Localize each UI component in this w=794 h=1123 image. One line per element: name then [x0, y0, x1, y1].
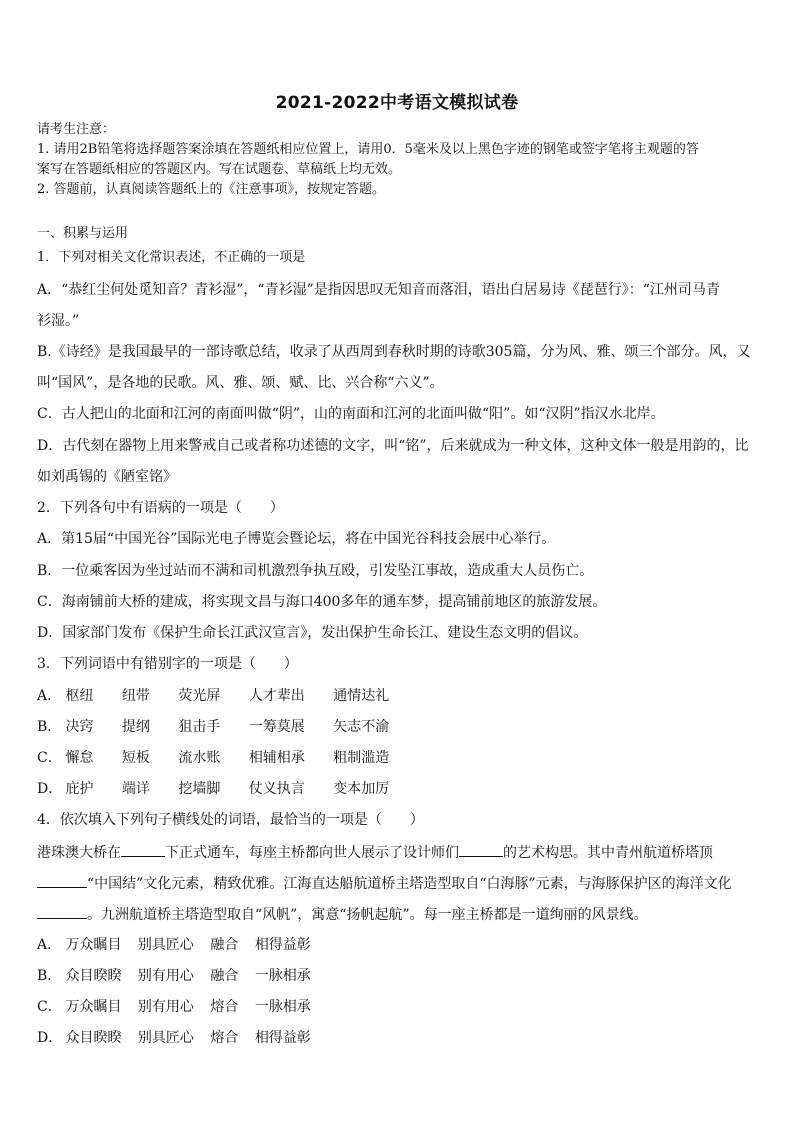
option-word: 别具匠心 [137, 1030, 194, 1046]
option-word: 众目睽睽 [65, 968, 122, 984]
option-word: 流水账 [178, 750, 221, 766]
option-word: 决窍 [65, 719, 94, 735]
notice-line: 案写在答题纸相应的答题区内。写在试题卷、草稿纸上均无效。 [37, 162, 402, 177]
option-word: 荧光屏 [178, 688, 221, 704]
passage-line [37, 842, 762, 863]
section-heading: 一、积累与运用 [37, 226, 129, 241]
option-word: 一脉相承 [254, 968, 311, 984]
option-word: 相辅相承 [248, 750, 305, 766]
option-label: A． [37, 937, 62, 953]
option-text: C．古人把山的北面和江河的南面叫做“阴”，山的南面和江河的北面叫做“阳”。如“汉阴”指汉水北岸。 [37, 406, 665, 422]
option-row [37, 997, 323, 1017]
option-row [37, 748, 413, 768]
option-text: 如刘禹锡的《陋室铭》 [37, 469, 177, 485]
option-word: 万众瞩目 [65, 937, 122, 953]
passage-text: 的艺术构思。其中青州航道桥塔顶 [503, 845, 713, 861]
option-word: 熔合 [210, 1030, 239, 1046]
option-row [37, 686, 413, 706]
question-stem: 3．下列词语中有错别字的一项是（ ） [37, 656, 298, 672]
notice-line: 2. 答题前，认真阅读答题纸上的《注意事项》，按规定答题。 [37, 182, 386, 197]
option-word: 变本加厉 [333, 781, 390, 797]
option-word: 挖墙脚 [178, 781, 221, 797]
option-word: 纽带 [121, 688, 150, 704]
notice-line: 1. 请用2B铅笔将选择题答案涂填在答题纸相应位置上，请用0．5毫米及以上黑色字迹的钢笔或签字笔将主观题的答 [37, 142, 699, 157]
option-row [37, 717, 413, 737]
option-word: 人才辈出 [248, 688, 305, 704]
option-text: B．一位乘客因为坐过站而不满和司机激烈争执互殴，引发坠江事故，造成重大人员伤亡。 [37, 563, 594, 579]
option-word: 通情达礼 [333, 688, 390, 704]
option-word: 融合 [210, 937, 239, 953]
option-word: 别具匠心 [137, 937, 194, 953]
option-word: 融合 [210, 968, 239, 984]
option-word: 别有用心 [137, 999, 194, 1015]
option-word: 仗义执言 [248, 781, 305, 797]
option-label: B． [37, 968, 62, 984]
passage-text: “中国结”文化元素，精致优雅。江海直达船航道桥主塔造型取自“白海豚”元素，与海豚保护区的海洋文化 [87, 876, 732, 892]
option-word: 短板 [121, 750, 150, 766]
option-word: 狙击手 [178, 719, 221, 735]
question-stem: 1．下列对相关文化常识表述，不正确的一项是 [37, 250, 306, 265]
passage-text: 港珠澳大桥在 [37, 845, 121, 861]
option-row [37, 1028, 323, 1048]
option-label: D． [37, 1030, 63, 1046]
option-word: 一筹莫展 [248, 719, 305, 735]
option-word: 相得益彰 [254, 937, 311, 953]
option-word: 众目睽睽 [65, 1030, 122, 1046]
option-label: A． [37, 688, 62, 704]
option-word: 枢纽 [65, 688, 94, 704]
option-text: 叫“国风”，是各地的民歌。风、雅、颂、赋、比、兴合称“六义”。 [37, 375, 444, 391]
passage-line [37, 904, 762, 925]
passage-text: 。九洲航道桥主塔造型取自“风帆”，寓意“扬帆起航”。每一座主桥都是一道绚丽的风景线。 [87, 907, 648, 923]
fill-blank [37, 873, 87, 888]
option-text: B.《诗经》是我国最早的一部诗歌总结，收录了从西周到春秋时期的诗歌305篇，分为风、雅、颂三个部分。风，又 [37, 344, 751, 360]
option-word: 庇护 [65, 781, 94, 797]
option-label: D． [37, 781, 63, 797]
option-word: 熔合 [210, 999, 239, 1015]
option-label: B． [37, 719, 62, 735]
option-word: 相得益彰 [254, 1030, 311, 1046]
option-text: D．古代刻在器物上用来警戒自己或者称功述德的文字，叫“铭”，后来就成为一种文体，这种文体一般是用韵的，比 [37, 438, 749, 454]
option-word: 矢志不渝 [333, 719, 390, 735]
option-row [37, 966, 323, 986]
option-text: A．“恭红尘何处觅知音？青衫湿”，“青衫湿”是指因思叹无知音而落泪，语出白居易诗《琵琶行》：“江州司马青 [37, 282, 720, 298]
passage-line [37, 873, 762, 894]
option-word: 别有用心 [137, 968, 194, 984]
option-word: 提纲 [121, 719, 150, 735]
page-title: 2021-2022中考语文模拟试卷 [275, 93, 519, 113]
question-stem: 2．下列各句中有语病的一项是（ ） [37, 500, 284, 516]
option-label: C． [37, 999, 62, 1015]
option-row [37, 935, 323, 955]
option-word: 一脉相承 [254, 999, 311, 1015]
option-word: 万众瞩目 [65, 999, 122, 1015]
option-word: 懈怠 [65, 750, 94, 766]
option-text: D．国家部门发布《保护生命长江武汉宣言》，发出保护生命长江、建设生态文明的倡议。 [37, 625, 588, 641]
question-stem: 4．依次填入下列句子横线处的词语，最恰当的一项是（ ） [37, 812, 424, 828]
option-text: A．第15届“中国光谷”国际光电子博览会暨论坛，将在中国光谷科技会展中心举行。 [37, 531, 556, 547]
option-text: C．海南铺前大桥的建成，将实现文昌与海口400多年的通车梦，提高铺前地区的旅游发展。 [37, 594, 607, 610]
fill-blank [37, 904, 87, 919]
fill-blank [459, 842, 503, 857]
option-row [37, 779, 413, 799]
option-label: C． [37, 750, 62, 766]
option-word: 粗制滥造 [333, 750, 390, 766]
option-text: 衫湿。” [37, 313, 80, 329]
passage-text: 下正式通车，每座主桥都向世人展示了设计师们 [165, 845, 459, 861]
notice-heading: 请考生注意： [37, 122, 116, 137]
option-word: 端详 [121, 781, 150, 797]
fill-blank [121, 842, 165, 857]
